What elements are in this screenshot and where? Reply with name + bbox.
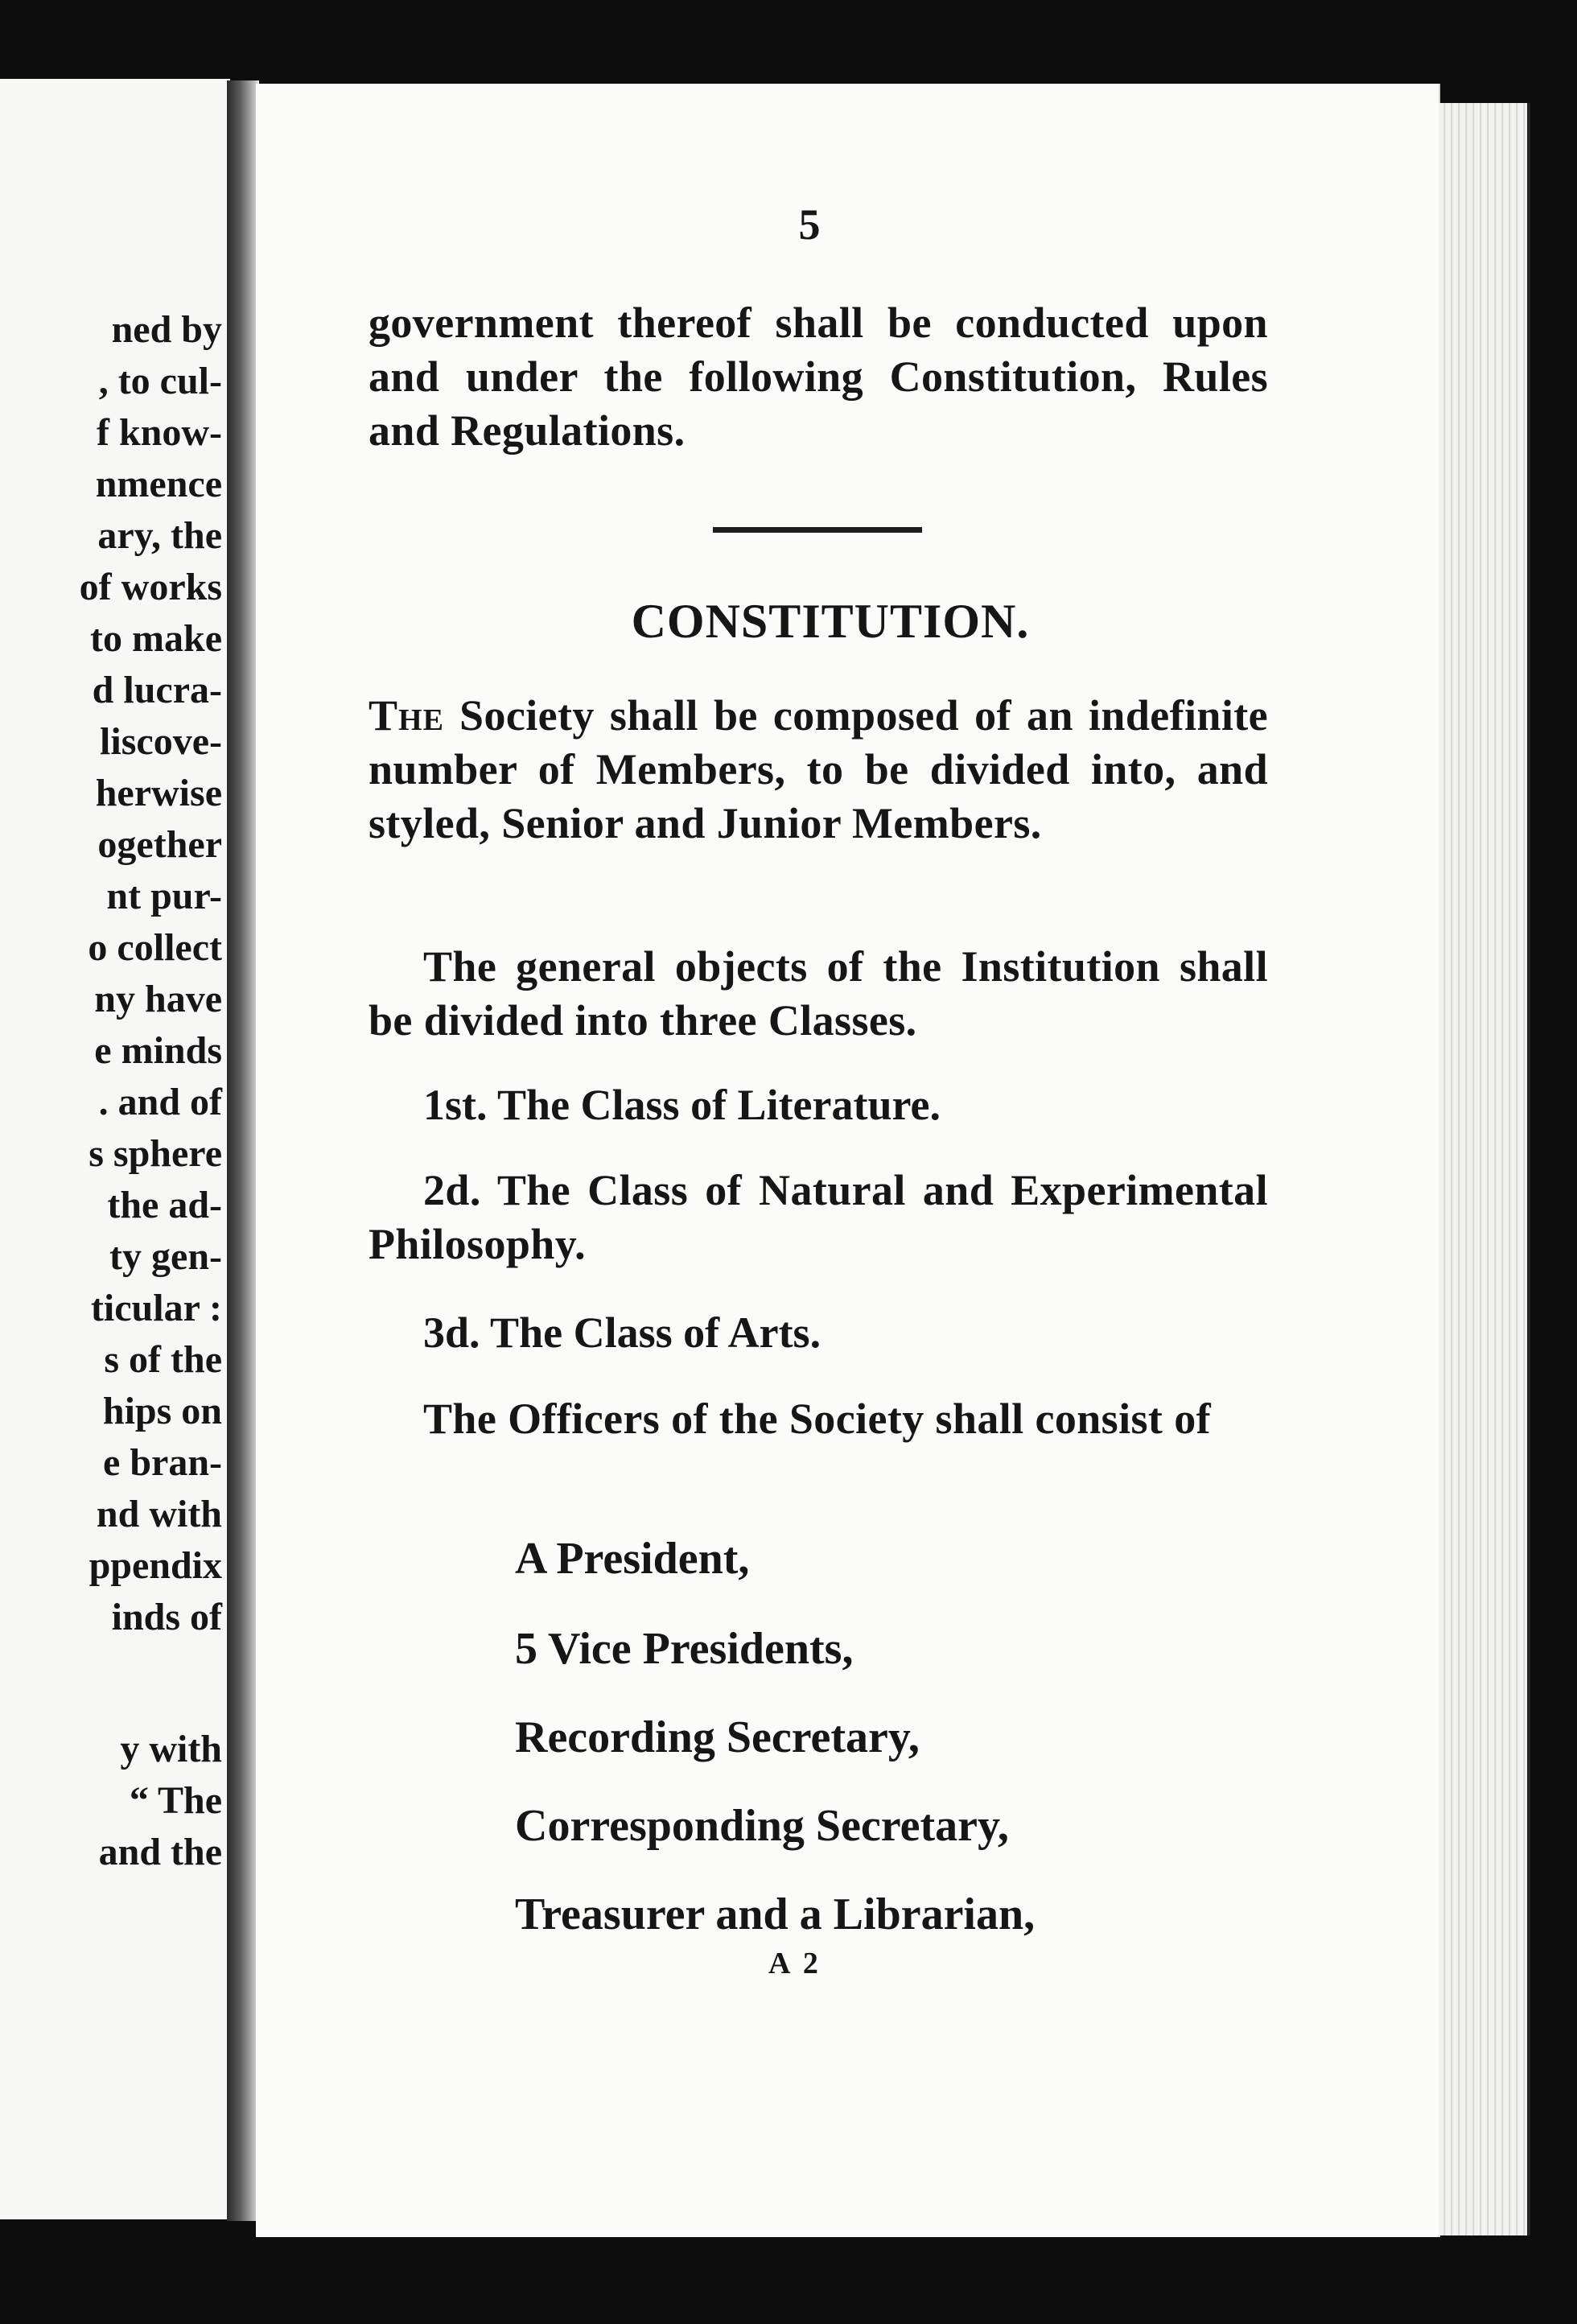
paragraph-text: Society shall be composed of an indefinite number of Members, to be divided into, and styled, Senior and Junior Members.	[369, 691, 1268, 847]
paragraph-lead-word: The	[369, 691, 444, 740]
objects-paragraph: The general objects of the Institution shall be divided into three Classes.	[369, 942, 1268, 1045]
intro-paragraph: government thereof shall be conducted upon and under the following Constitution, Rules and Regulations.	[369, 299, 1268, 455]
left-line: ogether	[97, 823, 222, 866]
left-line: nd with	[96, 1493, 222, 1535]
left-line: to make	[90, 617, 222, 660]
left-line: e minds	[94, 1029, 222, 1072]
class-philosophy: 2d. The Class of Natural and Experimental Philosophy.	[369, 1166, 1268, 1268]
left-line: , to cul-	[98, 360, 222, 402]
left-line: hips on	[102, 1390, 222, 1432]
left-line: ty gen-	[109, 1235, 222, 1278]
previous-page-fragment	[0, 79, 230, 2219]
left-line: liscove-	[100, 720, 222, 763]
printer-signature-mark: A 2	[768, 1947, 821, 1980]
section-divider	[713, 527, 922, 533]
left-line: ary, the	[97, 514, 222, 557]
left-line: f know-	[96, 411, 222, 454]
officer-item: A President,	[515, 1534, 750, 1584]
left-line: herwise	[95, 772, 222, 814]
left-line: ned by	[111, 308, 222, 351]
left-line: nt pur-	[106, 875, 222, 917]
officer-item: Treasurer and a Librarian,	[515, 1889, 1036, 1939]
left-line: “ The	[129, 1779, 222, 1822]
officer-item: 5 Vice Presidents,	[515, 1624, 854, 1674]
page-number: 5	[798, 200, 821, 249]
officer-item: Recording Secretary,	[515, 1712, 920, 1762]
class-literature: 1st. The Class of Literature.	[423, 1081, 941, 1129]
left-line: s of the	[104, 1338, 222, 1381]
left-line: . and of	[98, 1081, 222, 1123]
left-line: ticular :	[90, 1287, 222, 1329]
left-line: of works	[79, 566, 222, 608]
page-edges	[1439, 103, 1530, 2235]
left-line: nmence	[95, 463, 222, 505]
left-line: y with	[120, 1728, 222, 1770]
section-heading: CONSTITUTION.	[631, 595, 1030, 648]
left-line: inds of	[111, 1596, 222, 1638]
left-blank-line	[80, 1643, 222, 1724]
left-line: ny have	[94, 978, 222, 1020]
membership-paragraph	[369, 689, 1268, 851]
book-gutter	[227, 80, 259, 2221]
left-line: o collect	[88, 926, 222, 969]
officers-paragraph: The Officers of the Society shall consist of	[423, 1395, 1211, 1443]
left-line: the ad-	[107, 1184, 222, 1226]
previous-page-text	[80, 304, 222, 1878]
left-line: e bran-	[103, 1441, 222, 1484]
officer-item: Corresponding Secretary,	[515, 1801, 1009, 1851]
left-line: s sphere	[89, 1132, 222, 1175]
class-arts: 3d. The Class of Arts.	[423, 1308, 821, 1357]
left-line: d lucra-	[92, 669, 222, 711]
left-line: ppendix	[89, 1544, 222, 1587]
left-line: and the	[98, 1831, 222, 1873]
